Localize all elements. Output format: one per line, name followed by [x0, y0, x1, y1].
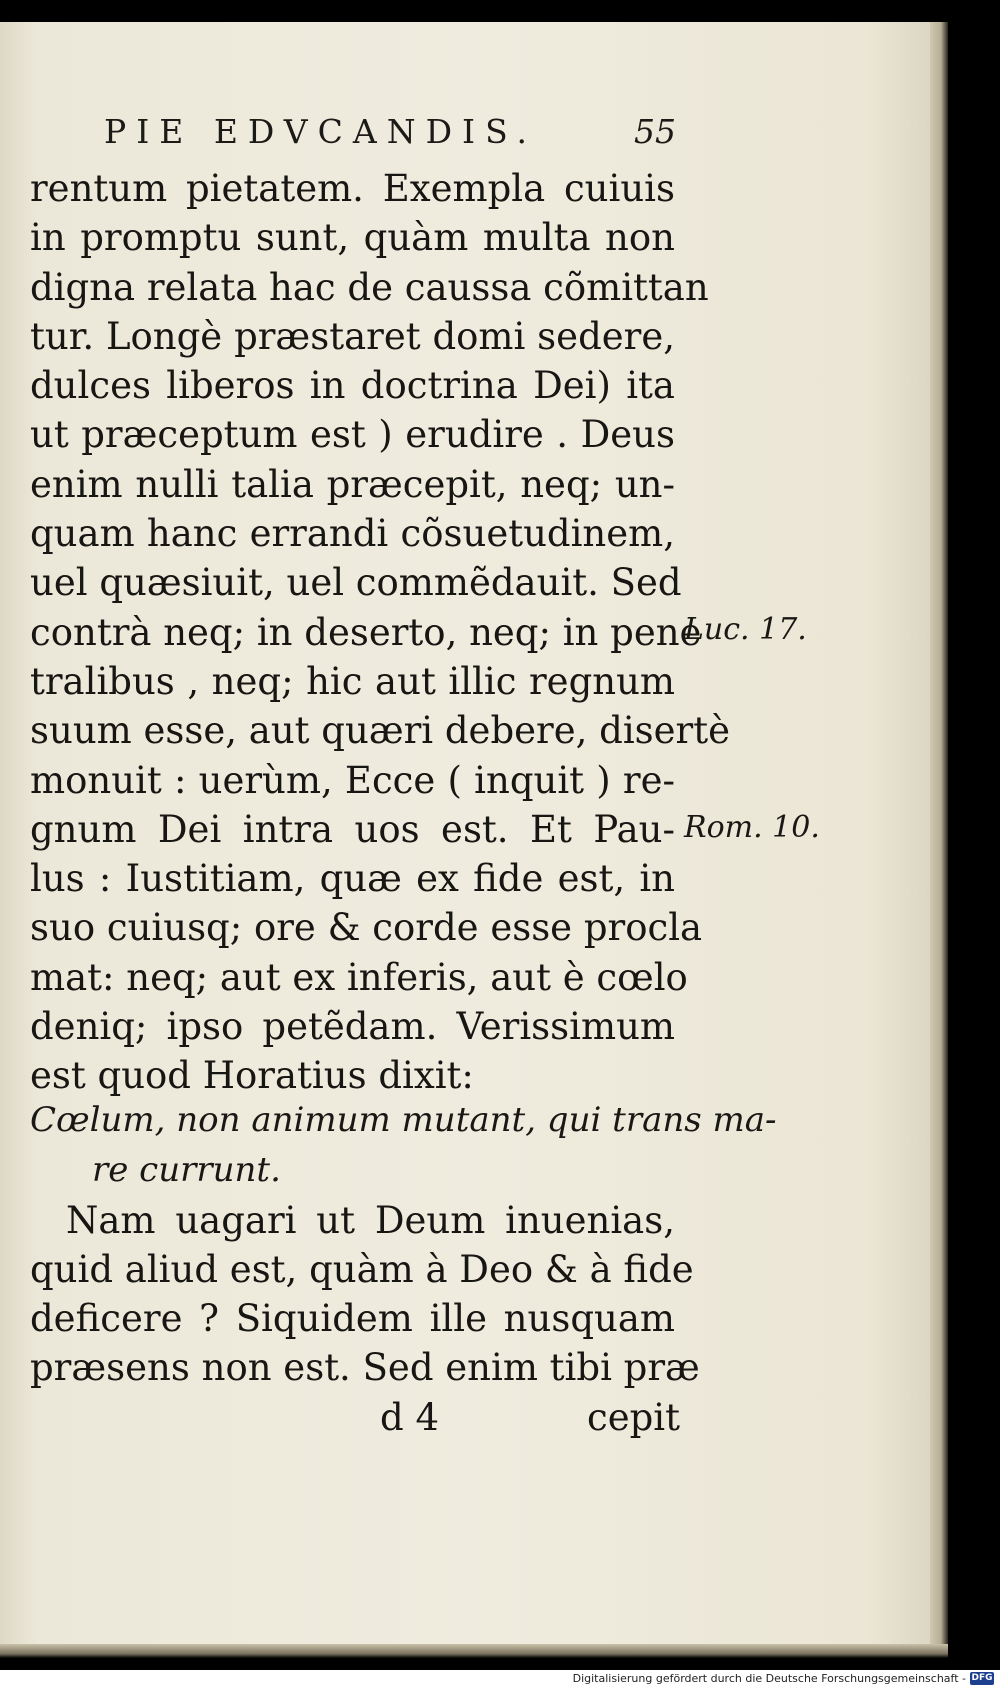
- text-line: enim nulli talia præcepit, neq; un-: [30, 462, 675, 506]
- text-line: rentum pietatem. Exempla cuiuis: [30, 167, 675, 210]
- footer-credit: Digitalisierung gefördert durch die Deutsche Forschungsgemeinschaft -: [572, 1672, 966, 1685]
- text-line: monuit : uerùm, Ecce ( inquit ) re-: [30, 758, 675, 802]
- text-line: mat: neq; aut ex inferis, aut è cœlo: [30, 955, 688, 999]
- text-line: Nam uagari ut Deum inuenias,: [66, 1199, 675, 1242]
- text-line: tralibus , neq; hic aut illic regnum: [30, 659, 675, 703]
- text-line: lus : Iustitiam, quæ ex fide est, in: [30, 857, 675, 901]
- running-head-title: PIE EDVCANDIS.: [104, 112, 537, 151]
- page-number: 55: [634, 112, 676, 151]
- text-line: uel quæsiuit, uel commẽdauit. Sed: [30, 561, 682, 605]
- page-edge: [930, 22, 948, 1650]
- text-line: deniq; ipso petẽdam. Verissimum: [30, 1005, 675, 1049]
- running-head: [104, 112, 676, 152]
- text-line: tur. Longè præstaret domi sedere,: [30, 314, 675, 358]
- main-text-block: [30, 164, 731, 1101]
- verse-quote-line-2: re currunt.: [92, 1150, 281, 1190]
- text-line: quam hanc errandi cõsuetudinem,: [30, 512, 675, 556]
- margin-note-romans: Rom. 10.: [684, 810, 820, 845]
- text-line: in promptu sunt, quàm multa non: [30, 216, 675, 260]
- verse-quote-line-1: Cœlum, non animum mutant, qui trans ma-: [30, 1100, 777, 1140]
- text-line: gnum Dei intra uos est. Et Pau-: [30, 807, 675, 851]
- text-line: suum esse, aut quæri debere, disertè: [30, 709, 731, 753]
- text-line: ut præceptum est ) erudire . Deus: [30, 413, 675, 457]
- text-line: præsens non est. Sed enim tibi præ: [30, 1346, 700, 1389]
- second-text-block: [30, 1196, 700, 1392]
- page-bottom-edge: [0, 1644, 948, 1658]
- text-line: contrà neq; in deserto, neq; in pene: [30, 610, 702, 654]
- signature-line: [380, 1396, 680, 1446]
- dfg-logo-icon: DFG: [971, 1673, 993, 1683]
- signature-mark: d 4: [380, 1396, 439, 1439]
- text-line: suo cuiusq; ore & corde esse procla: [30, 906, 703, 950]
- text-line: est quod Horatius dixit:: [30, 1054, 474, 1098]
- text-line: digna relata hac de caussa cõmittan: [30, 265, 709, 309]
- text-line: dulces liberos in doctrina Dei) ita: [30, 364, 675, 408]
- text-line: deficere ? Siquidem ille nusquam: [30, 1297, 675, 1340]
- catchword: cepit: [586, 1396, 680, 1439]
- margin-note-luke: Luc. 17.: [684, 612, 807, 647]
- text-line: quid aliud est, quàm à Deo & à fide: [30, 1248, 694, 1291]
